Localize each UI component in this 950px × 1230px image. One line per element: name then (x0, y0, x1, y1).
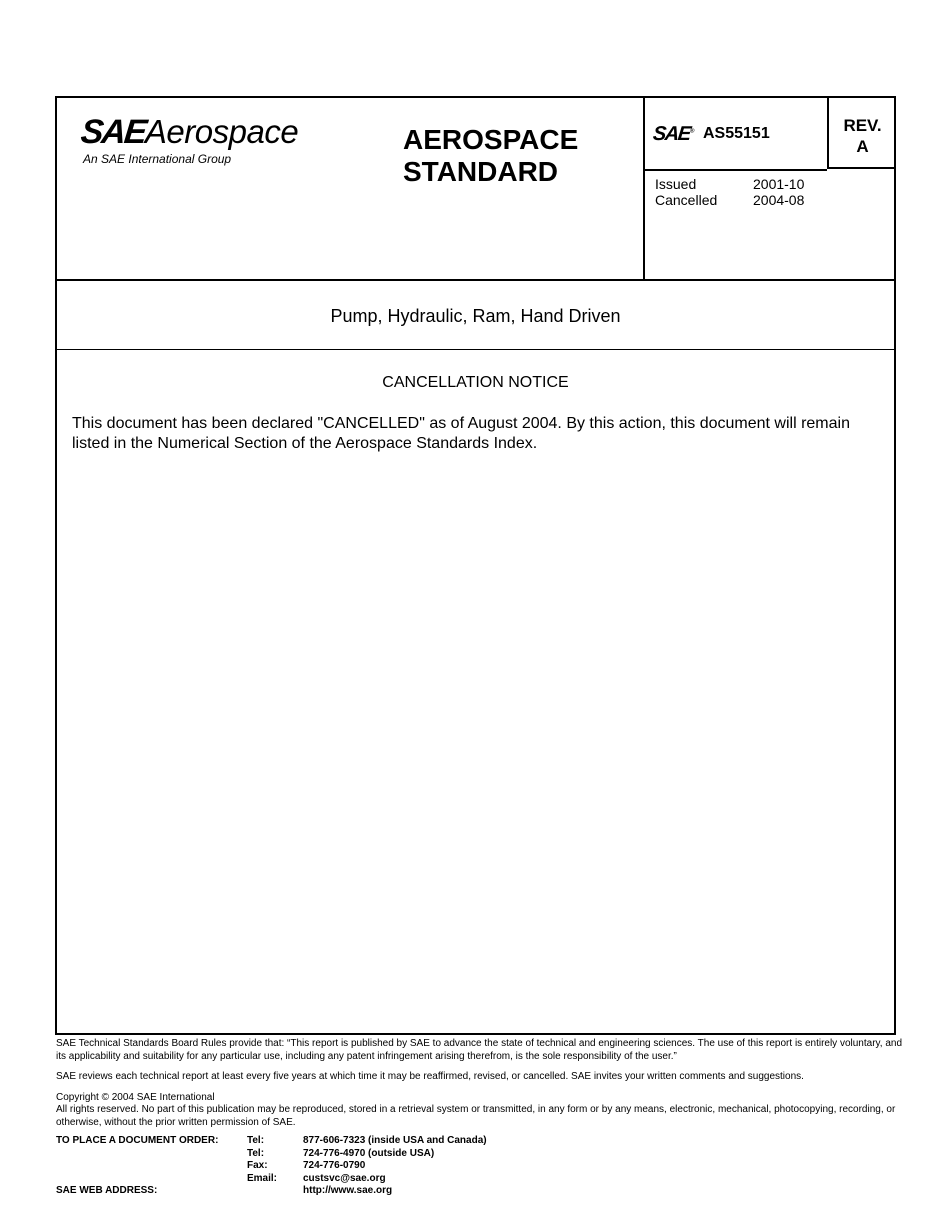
logo-tagline: An SAE International Group (83, 152, 232, 166)
logo-wordmark (81, 114, 298, 157)
header-left-cell (57, 98, 643, 279)
revision-label: REV. (843, 116, 882, 135)
cancelled-row (655, 192, 804, 208)
web-address-link[interactable]: http://www.sae.org (303, 1185, 393, 1196)
sae-small-logo (652, 123, 695, 146)
document-id-cell (645, 98, 827, 171)
document-frame (55, 96, 896, 1035)
header-right-cell (643, 98, 896, 279)
contact-list (247, 1135, 487, 1198)
order-info (56, 1135, 904, 1201)
document-dates (655, 176, 804, 208)
sae-aerospace-logo (81, 114, 331, 168)
contact-value: 724-776-4970 (outside USA) (303, 1147, 435, 1159)
footer-copyright: Copyright © 2004 SAE International (56, 1091, 215, 1103)
footer-rules: SAE Technical Standards Board Rules provide that: “This report is published by SAE to advance the state of technical and engineering sciences. The use of this report is entirely voluntary, and its applicability and suitability for any particular use, including any patent infringement arising therefrom, is the sole responsibility of the user.” (56, 1038, 903, 1062)
contact-value: 724-776-0790 (303, 1160, 366, 1171)
issued-row (655, 176, 804, 192)
issued-label: Issued (655, 176, 697, 192)
document-subject: Pump, Hydraulic, Ram, Hand Driven (330, 306, 621, 326)
standard-title (403, 124, 578, 188)
footer-rights: All rights reserved. No part of this publication may be reproduced, stored in a retrieval system or transmitted, in any form or by any means, electronic, mechanical, photocopying, recording, or otherwise, without the prior written permission of SAE. (56, 1104, 896, 1128)
contact-row (247, 1135, 487, 1148)
contact-key: Fax: (247, 1160, 268, 1171)
footer (56, 1038, 904, 1201)
revision-cell (827, 98, 896, 169)
contact-row (247, 1173, 487, 1186)
document-number: AS55151 (703, 125, 770, 142)
web-address-label: SAE WEB ADDRESS: (56, 1185, 158, 1196)
small-logo-text: SAE (651, 123, 691, 145)
notice-body: This document has been declared "CANCELLED" as of August 2004. By this action, this document will remain listed in the Numerical Section of the Aerospace Standards Index. (72, 415, 850, 452)
cancelled-label: Cancelled (655, 192, 718, 208)
contact-key: Email: (247, 1172, 278, 1184)
header-row (57, 98, 894, 281)
contact-row (247, 1185, 487, 1198)
cancelled-value: 2004-08 (753, 192, 805, 208)
registered-mark-icon: ® (689, 128, 695, 135)
footer-review: SAE reviews each technical report at least every five years at which time it may be reaffirmed, revised, or cancelled. SAE invites your written comments and suggestions. (56, 1071, 804, 1082)
email-link[interactable]: custsvc@sae.org (303, 1172, 386, 1184)
contact-row (247, 1160, 487, 1173)
order-label: TO PLACE A DOCUMENT ORDER: (56, 1135, 219, 1146)
issued-value: 2001-10 (753, 176, 805, 192)
logo-sae-mark: SAE (79, 113, 147, 151)
subject-row (57, 281, 894, 350)
revision-value: A (856, 137, 869, 156)
notice-title: CANCELLATION NOTICE (382, 374, 569, 391)
contact-value: 877-606-7323 (inside USA and Canada) (303, 1135, 487, 1146)
standard-title-line2: STANDARD (403, 156, 559, 187)
contact-row (247, 1148, 487, 1161)
standard-title-line1: AEROSPACE (403, 124, 579, 155)
contact-key: Tel: (247, 1135, 265, 1146)
contact-key (247, 1185, 303, 1198)
contact-key: Tel: (247, 1147, 265, 1159)
logo-aerospace-word: Aerospace (144, 113, 299, 150)
